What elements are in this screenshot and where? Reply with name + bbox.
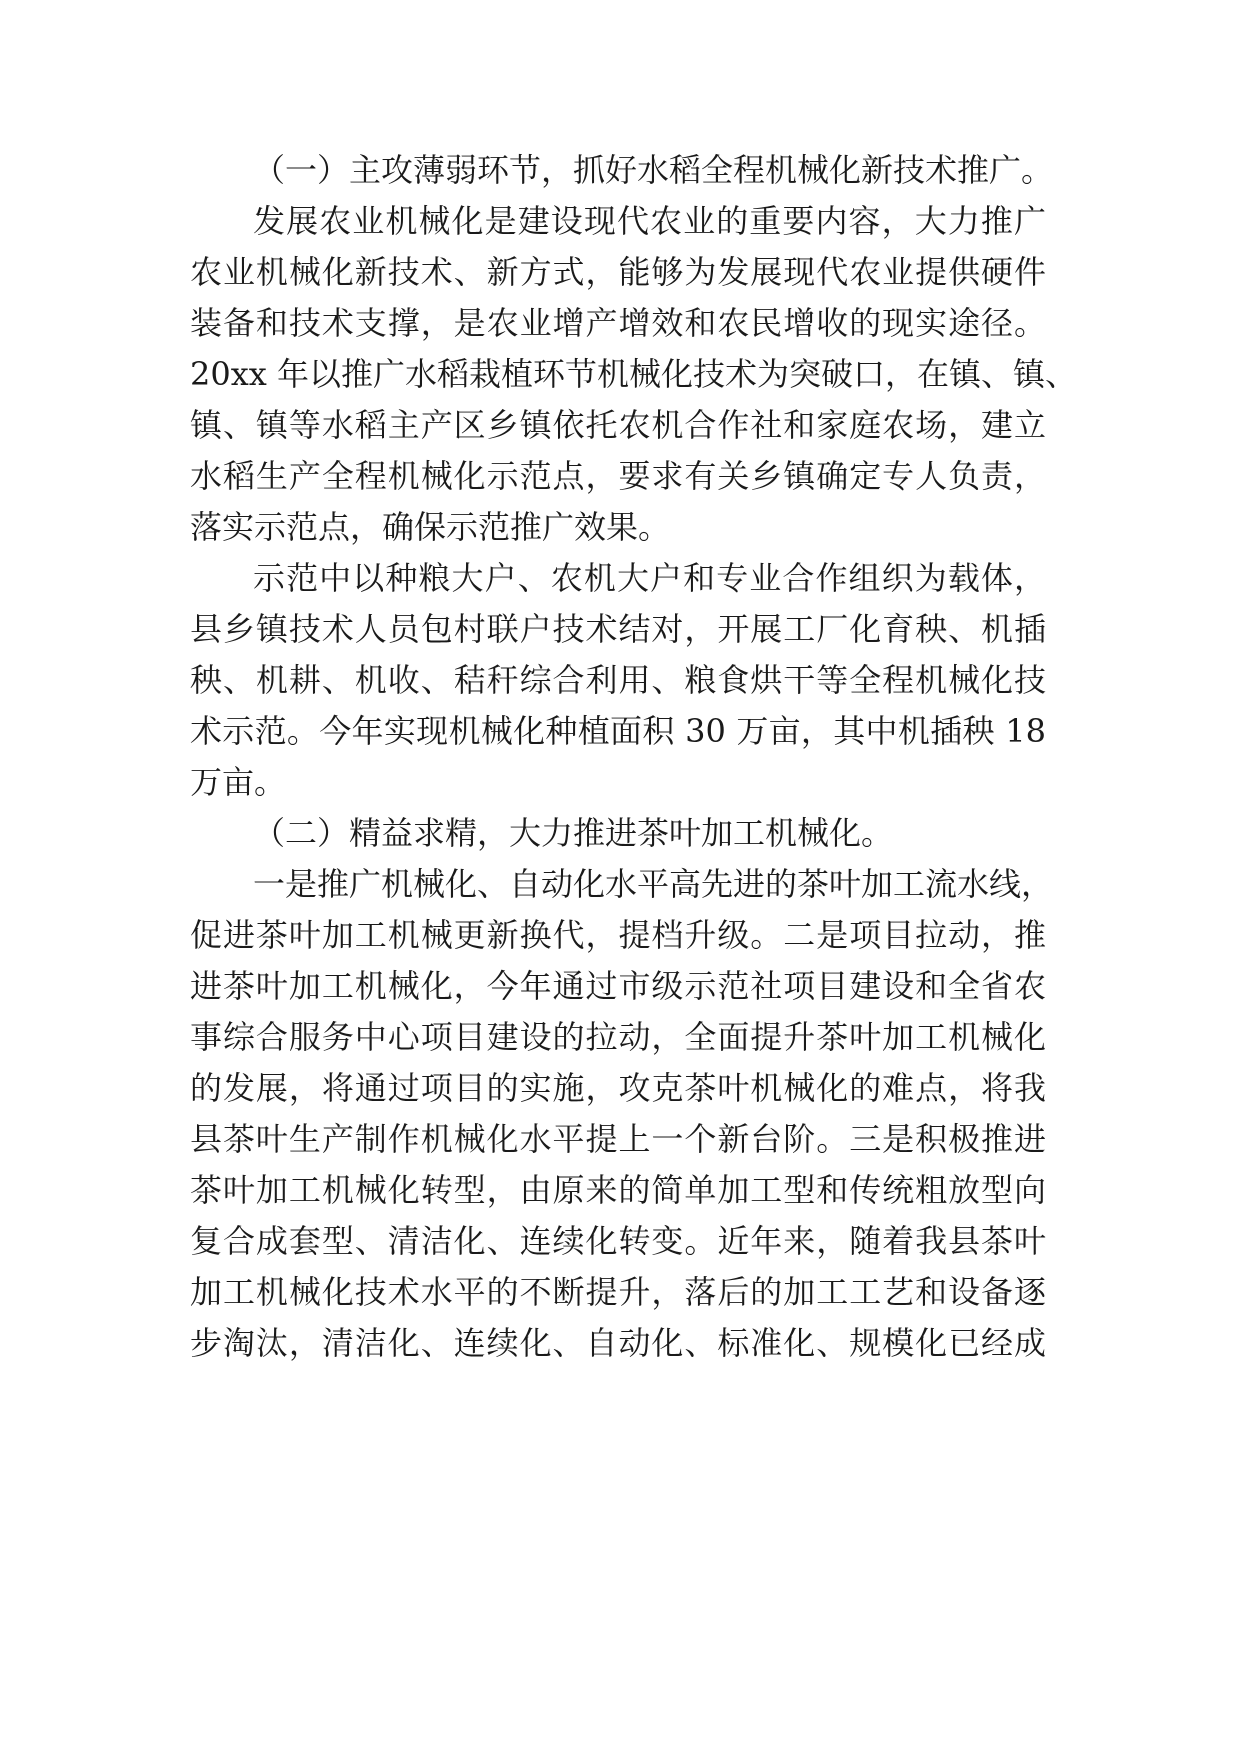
paragraph-line: 20xx 年以推广水稻栽植环节机械化技术为突破口，在镇、镇、 (190, 355, 1077, 393)
section-heading-1: （一）主攻薄弱环节，抓好水稻全程机械化新技术推广。 (253, 151, 1054, 189)
paragraph-line: 镇、镇等水稻主产区乡镇依托农机合作社和家庭农场，建立 (190, 406, 1046, 444)
paragraph-line: 进茶叶加工机械化，今年通过市级示范社项目建设和全省农 (190, 967, 1046, 1005)
paragraph-line: 的发展，将通过项目的实施，攻克茶叶机械化的难点，将我 (190, 1069, 1046, 1107)
paragraph-line: 县乡镇技术人员包村联户技术结对，开展工厂化育秧、机插 (190, 610, 1046, 648)
paragraph-line: 步淘汰，清洁化、连续化、自动化、标准化、规模化已经成 (190, 1324, 1046, 1362)
paragraph-line: 秧、机耕、机收、秸秆综合利用、粮食烘干等全程机械化技 (190, 661, 1046, 699)
paragraph-line: 水稻生产全程机械化示范点，要求有关乡镇确定专人负责， (190, 457, 1046, 495)
paragraph-line: 促进茶叶加工机械更新换代，提档升级。二是项目拉动，推 (190, 916, 1046, 954)
paragraph-line: 装备和技术支撑，是农业增产增效和农民增收的现实途径。 (190, 304, 1046, 342)
paragraph-line: 农业机械化新技术、新方式，能够为发展现代农业提供硬件 (190, 253, 1046, 291)
paragraph-line: 发展农业机械化是建设现代农业的重要内容，大力推广 (253, 202, 1046, 240)
section-heading-2: （二）精益求精，大力推进茶叶加工机械化。 (253, 814, 894, 852)
paragraph-line: 加工机械化技术水平的不断提升，落后的加工工艺和设备逐 (190, 1273, 1046, 1311)
paragraph-line: 事综合服务中心项目建设的拉动，全面提升茶叶加工机械化 (190, 1018, 1046, 1056)
paragraph-line: 万亩。 (190, 763, 287, 801)
paragraph-line: 术示范。今年实现机械化种植面积 30 万亩，其中机插秧 18 (190, 712, 1046, 750)
paragraph-line: 落实示范点，确保示范推广效果。 (190, 508, 671, 546)
paragraph-line: 示范中以种粮大户、农机大户和专业合作组织为载体， (253, 559, 1046, 597)
paragraph-line: 茶叶加工机械化转型，由原来的简单加工型和传统粗放型向 (190, 1171, 1046, 1209)
paragraph-line: 县茶叶生产制作机械化水平提上一个新台阶。三是积极推进 (190, 1120, 1046, 1158)
paragraph-line: 复合成套型、清洁化、连续化转变。近年来，随着我县茶叶 (190, 1222, 1046, 1260)
paragraph-line: 一是推广机械化、自动化水平高先进的茶叶加工流水线， (253, 865, 1054, 903)
